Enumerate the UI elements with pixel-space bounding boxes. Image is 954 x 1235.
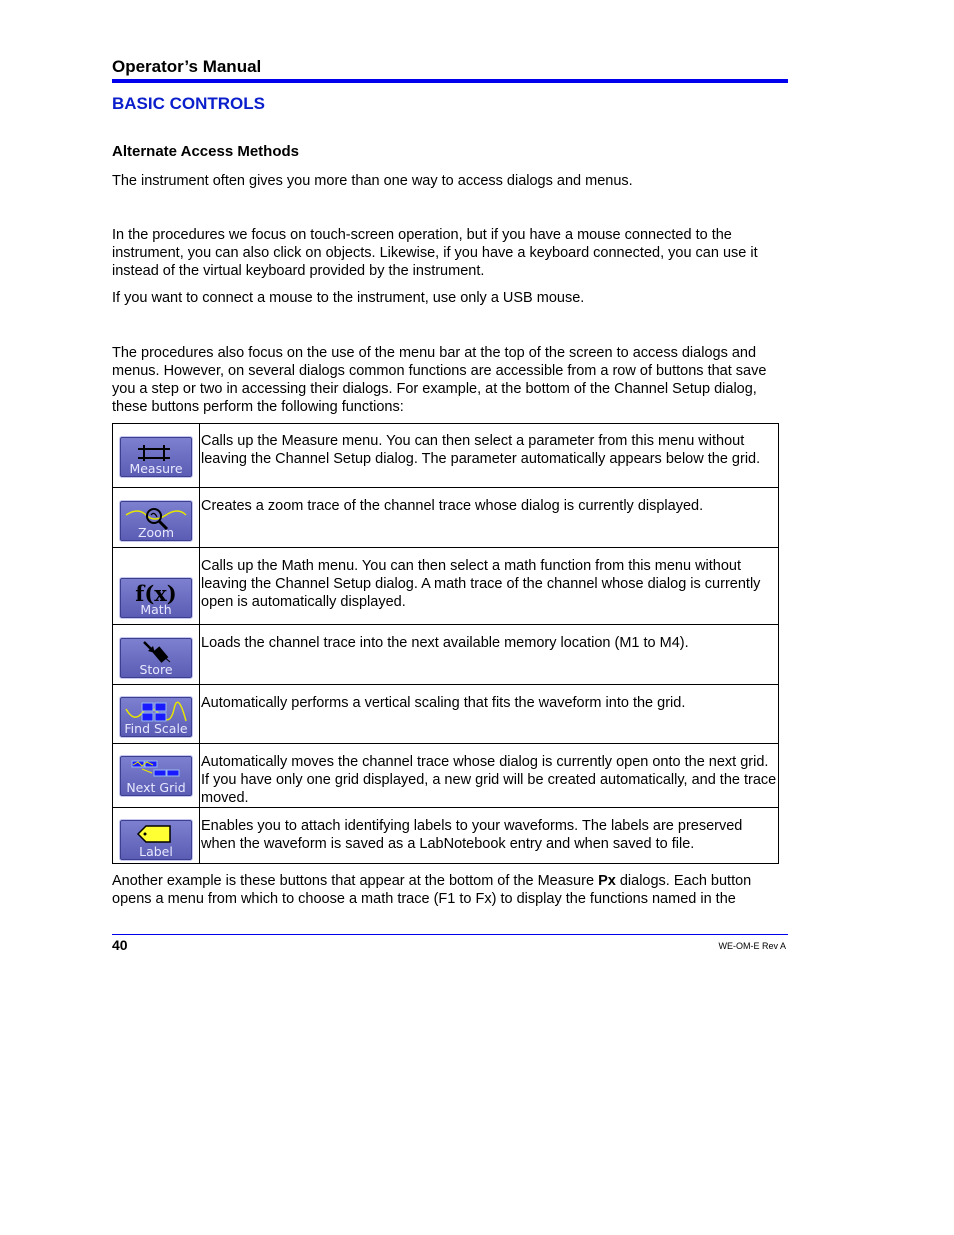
measure-button[interactable] [119, 436, 193, 478]
icon-cell [113, 744, 200, 808]
page-number: 40 [112, 937, 128, 953]
button-function-table [112, 423, 779, 864]
paragraph-text: Another example is these buttons that appear at the bottom of the Measure [112, 873, 599, 889]
document-revision: WE-OM-E Rev A [718, 941, 786, 951]
table-row [113, 625, 779, 685]
next-grid-button[interactable] [119, 755, 193, 797]
icon-cell [113, 488, 200, 548]
header-rule [112, 79, 788, 83]
button-label: Store [139, 662, 173, 677]
label-button[interactable] [119, 819, 193, 861]
button-label: Find Scale [124, 721, 188, 736]
button-label: Next Grid [126, 780, 186, 795]
icon-cell [113, 685, 200, 744]
section-title: BASIC CONTROLS [112, 94, 265, 113]
description-cell: Enables you to attach identifying labels to your waveforms. The labels are preserved when the waveform is saved as a LabNotebook entry and when saved to file. [200, 808, 779, 864]
description-cell: Automatically moves the channel trace whose dialog is currently open onto the next grid. If you have only one grid displayed, a new grid will be created automatically, and the trace moved. [200, 744, 779, 808]
math-button[interactable] [119, 577, 193, 619]
description-cell: Creates a zoom trace of the channel trace whose dialog is currently displayed. [200, 488, 779, 548]
button-label: Zoom [137, 525, 175, 540]
paragraph-bold-term: Px [598, 873, 616, 889]
find-scale-button[interactable] [119, 696, 193, 738]
paragraph-text: dialogs. Each button opens a menu from which to choose a math trace (F1 to Fx) to display the functions named in the [112, 873, 752, 907]
paragraph-touch-screen: In the procedures we focus on touch-screen operation, but if you have a mouse connected to the instrument, you can also click on objects. Likewise, if you have a keyboard connected, you can use it instead of the virtual keyboard provided by the instrument. [112, 227, 758, 279]
paragraph-menu-bar: The procedures also focus on the use of the menu bar at the top of the screen to access dialogs and menus. However, on several dialogs common functions are accessible from a row of buttons that save you a step or two in accessing their dialogs. For example, at the bottom of the Channel Setup dialog, these buttons perform the following functions: [112, 345, 767, 415]
paragraph-measure-px [112, 872, 788, 908]
table-row [113, 548, 779, 625]
paragraph-usb-mouse: If you want to connect a mouse to the instrument, use only a USB mouse. [112, 290, 585, 306]
description-cell: Calls up the Measure menu. You can then select a parameter from this menu without leaving the Channel Setup dialog. The parameter automatically appears below the grid. [200, 424, 779, 488]
description-cell: Automatically performs a vertical scaling that fits the waveform into the grid. [200, 685, 779, 744]
math-fx-icon-text: f(x) [135, 581, 177, 606]
description-cell: Calls up the Math menu. You can then select a math function from this menu without leaving the Channel Setup dialog. A math trace of the channel whose dialog is currently open is automatically displayed. [200, 548, 779, 625]
footer-rule [112, 934, 788, 935]
subheading: Alternate Access Methods [112, 143, 300, 160]
description-cell: Loads the channel trace into the next available memory location (M1 to M4). [200, 625, 779, 685]
button-label: Label [139, 844, 173, 859]
button-label: Measure [129, 461, 183, 476]
icon-cell [113, 548, 200, 625]
table-row [113, 808, 779, 864]
icon-cell [113, 625, 200, 685]
table-row [113, 424, 779, 488]
zoom-button[interactable] [119, 500, 193, 542]
icon-cell [113, 424, 200, 488]
store-button[interactable] [119, 637, 193, 679]
table-row [113, 488, 779, 548]
running-header-title: Operator’s Manual [112, 57, 262, 76]
paragraph-intro: The instrument often gives you more than one way to access dialogs and menus. [112, 173, 633, 189]
table-row [113, 685, 779, 744]
table-row [113, 744, 779, 808]
icon-cell [113, 808, 200, 864]
button-label: Math [140, 602, 172, 617]
